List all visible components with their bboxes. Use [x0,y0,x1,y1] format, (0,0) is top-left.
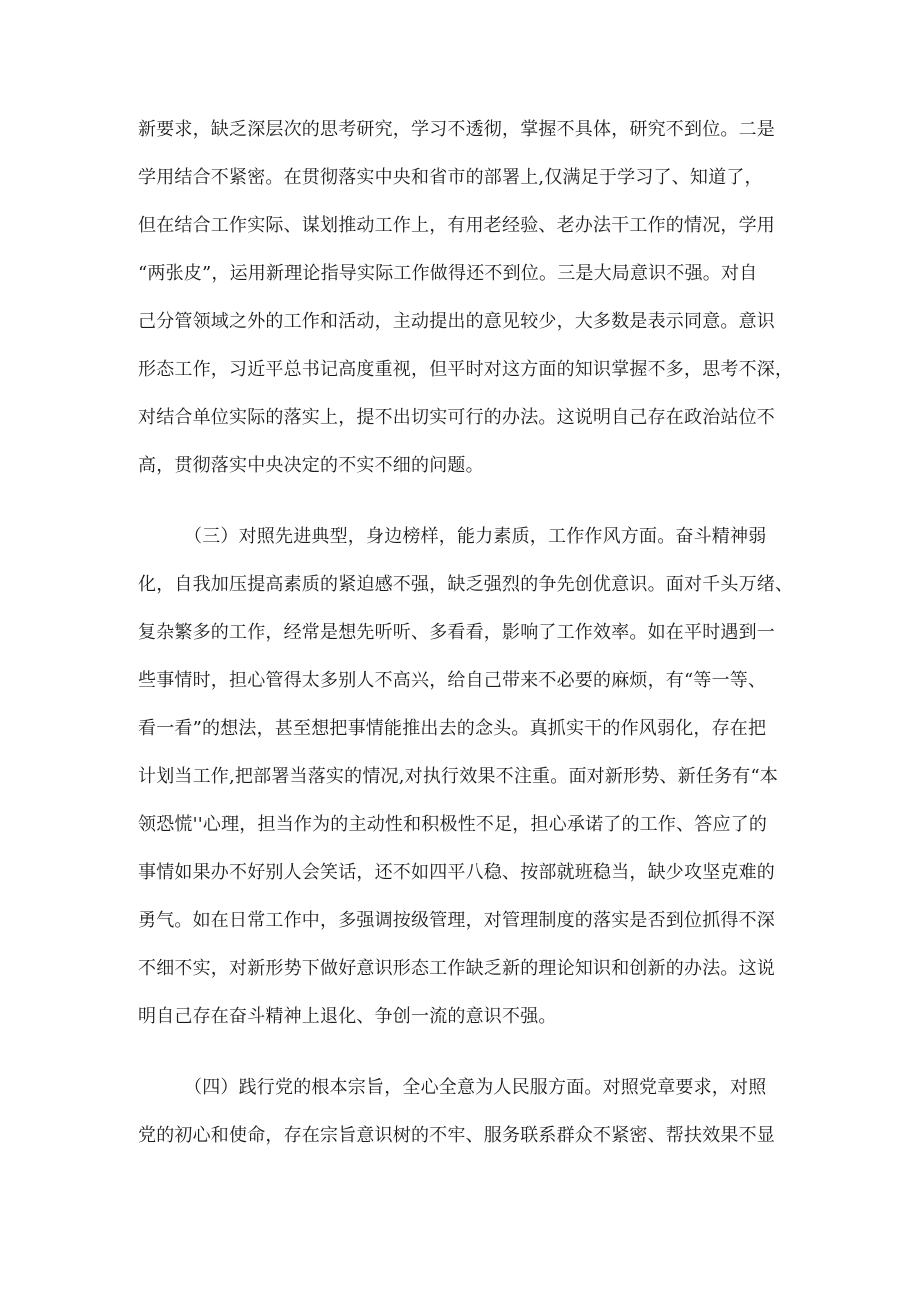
text-line: 明自己存在奋斗精神上退化、争创一流的意识不强。 [138,1006,557,1027]
text-line: 己分管领域之外的工作和活动，主动提出的意见较少，大多数是表示同意。意识 [138,311,775,332]
text-line: 计划当工作,把部署当落实的情况,对执行效果不注重。面对新形势、新任务有“本 [138,766,779,787]
text-line: 新要求，缺乏深层次的思考研究，学习不透彻，掌握不具体，研究不到位。二是 [138,119,775,140]
text-line: 党的初心和使命，存在宗旨意识树的不牢、服务联系群众不紧密、帮扶效果不显 [138,1125,775,1146]
text-line: 事情如果办不好别人会笑话，还不如四平八稳、按部就班稳当，缺少攻坚克难的 [138,862,775,883]
text-line: 复杂繁多的工作，经常是想先听听、多看看，影响了工作效率。如在平时遇到一 [138,622,775,643]
text-line: 高，贯彻落实中央决定的不实不细的问题。 [138,455,484,476]
text-line: 不细不实，对新形势下做好意识形态工作缺乏新的理论知识和创新的办法。这说 [138,958,775,979]
text-line: 些事情时，担心管得太多别人不高兴，给自己带来不必要的麻烦，有“等一等、 [138,670,767,691]
text-line: 学用结合不紧密。在贯彻落实中央和省市的部署上,仅满足于学习了、知道了， [138,167,763,188]
text-line: 对结合单位实际的落实上，提不出切实可行的办法。这说明自己存在政治站位不 [138,407,775,428]
text-line: 勇气。如在日常工作中，多强调按级管理，对管理制度的落实是否到位抓得不深 [138,910,775,931]
text-line: 形态工作，习近平总书记高度重视，但平时对这方面的知识掌握不多，思考不深， [138,359,794,380]
text-line: 化，自我加压提高素质的紧迫感不强，缺乏强烈的争先创优意识。面对千头万绪、 [138,574,794,595]
text-line: “两张皮”，运用新理论指导实际工作做得还不到位。三是大局意识不强。对自 [138,263,758,284]
text-line: 但在结合工作实际、谋划推动工作上，有用老经验、老办法干工作的情况，学用 [138,215,775,236]
paragraph-heading-3: （三）对照先进典型，身边榜样，能力素质，工作作风方面。奋斗精神弱 [184,526,767,547]
paragraph-heading-4: （四）践行党的根本宗旨，全心全意为人民服方面。对照党章要求，对照 [184,1077,767,1098]
text-line: 领恐慌''心理，担当作为的主动性和积极性不足，担心承诺了的工作、答应了的 [138,814,768,835]
text-line: 看一看”的想法，甚至想把事情能推出去的念头。真抓实干的作风弱化，存在把 [138,718,767,739]
